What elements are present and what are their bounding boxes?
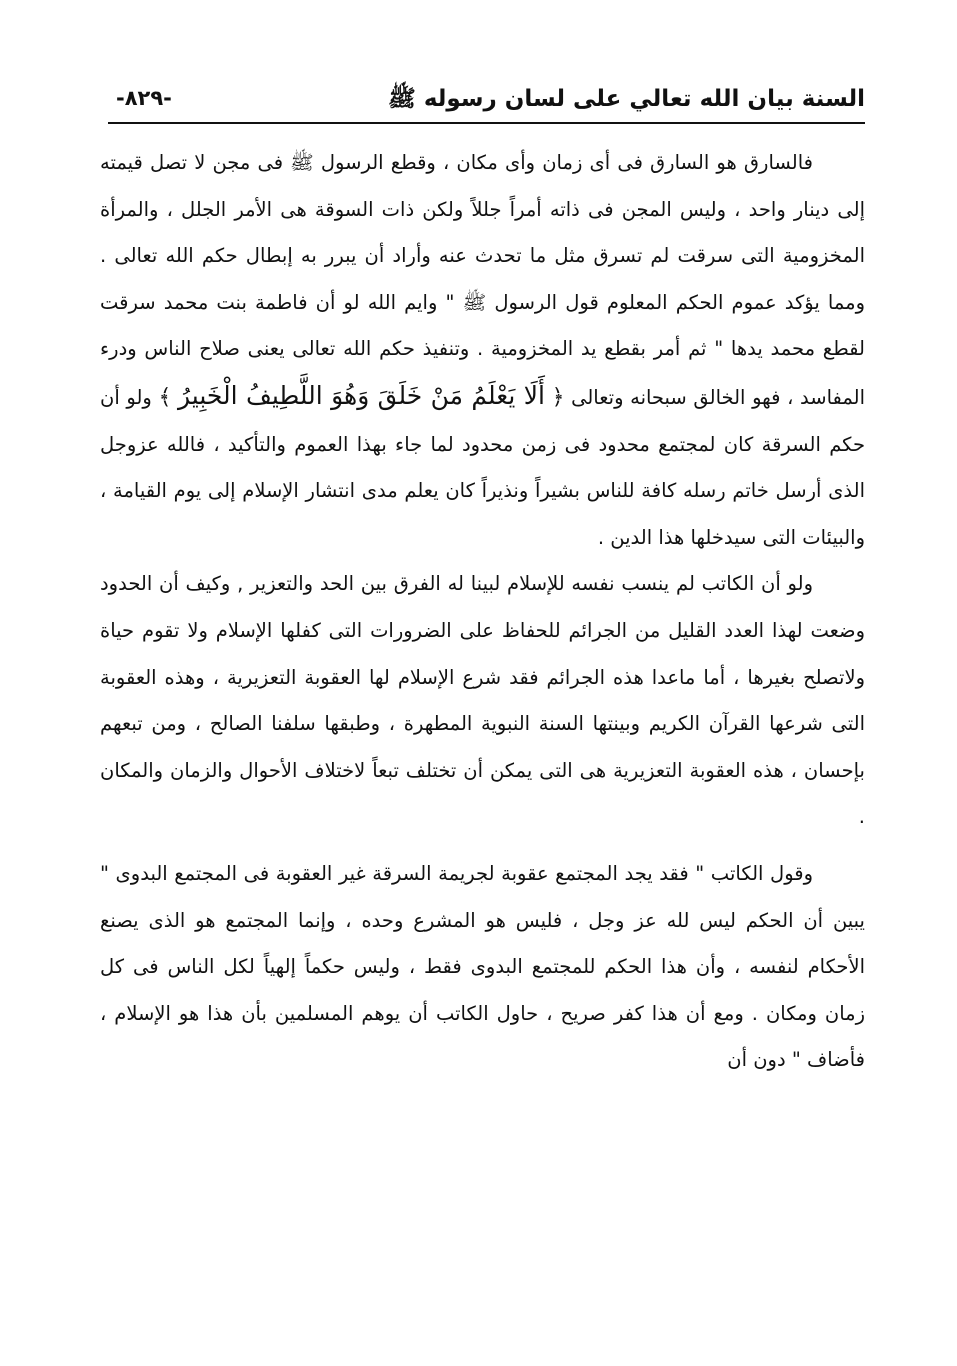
paragraph-1 (100, 140, 865, 561)
page-header (108, 78, 865, 118)
paragraph-1-text-b: ولو أن حكم السرقة كان لمجتمع محدود فى زمن محدود لما جاء بهذا العموم والتأكيد ، فالله عزوجل الذى أرسل خاتم رسله كافة للناس بشيراً ونذيراً كان يعلم مدى انتشار الإسلام إلى يوم القيامة ، والبيئات التى سيدخلها هذا الدين . (100, 385, 865, 549)
quran-open-bracket: ﴿ (551, 384, 565, 410)
quran-close-bracket: ﴾ (158, 384, 172, 410)
running-title: السنة بيان الله تعالي على لسان رسوله ﷺ (388, 86, 865, 112)
paragraph-3: وقول الكاتب " فقد يجد المجتمع عقوبة لجريمة السرقة غير العقوبة فى المجتمع البدوى " يبين أن الحكم ليس لله عز وجل ، فليس هو المشرع وحده ، وإنما المجتمع هو الذى يصنع الأحكام لنفسه ، وأن هذا الحكم للمجتمع البدوى فقط ، وليس حكماً إلهياً لكل الناس فى كل زمان ومكان . ومع أن هذا كفر صريح ، حاول الكاتب أن يوهم المسلمين بأن هذا هو الإسلام ، فأضاف " دون أن (100, 861, 865, 1072)
body-text (100, 140, 865, 1084)
quran-verse: أَلَا يَعْلَمُ مَنْ خَلَقَ وَهُوَ اللَّطِيفُ الْخَبِيرُ (177, 380, 545, 410)
paragraph-2: ولو أن الكاتب لم ينسب نفسه للإسلام لبينا له الفرق بين الحد والتعزير , وكيف أن الحدود وضعت لهذا العدد القليل من الجرائم للحفاظ على الضرورات التى كفلها الإسلام ولا تقوم حياة ولاتصلح بغيرها ، أما ماعدا هذه الجرائم فقد شرع الإسلام لها العقوبة التعزيرية ، وهذه العقوبة التى شرعها القرآن الكريم وبينتها السنة النبوية المطهرة ، وطبقها سلفنا الصالح ، ومن تبعهم بإحسان ، هذه العقوبة التعزيرية هى التى يمكن أن تختلف تبعاً لاختلاف الأحوال والزمان والمكان . (100, 572, 865, 829)
paragraph-1-text-a: فالسارق هو السارق فى أى زمان وأى مكان ، وقطع الرسول ﷺ فى مجن لا تصل قيمته إلى دينار واحد ، وليس المجن فى ذاته أمراً جللاً ولكن ذات السوقة هى الأمر الجلل ، والمرأة المخزومية التى سرقت لم تسرق مثل ما تحدث عنه وأراد أن يبرر به إبطال حكم الله تعالى . ومما يؤكد عموم الحكم المعلوم قول الرسول ﷺ " وايم الله لو أن فاطمة بنت محمد سرقت لقطع محمد يدها " ثم أمر بقطع يد المخزومية . وتنفيذ حكم الله تعالى يعنى صلاح الناس ودرء المفاسد ، فهو الخالق سبحانه وتعالى (100, 151, 866, 409)
header-divider (108, 122, 865, 124)
page-number: -٨٢٩- (116, 86, 172, 110)
